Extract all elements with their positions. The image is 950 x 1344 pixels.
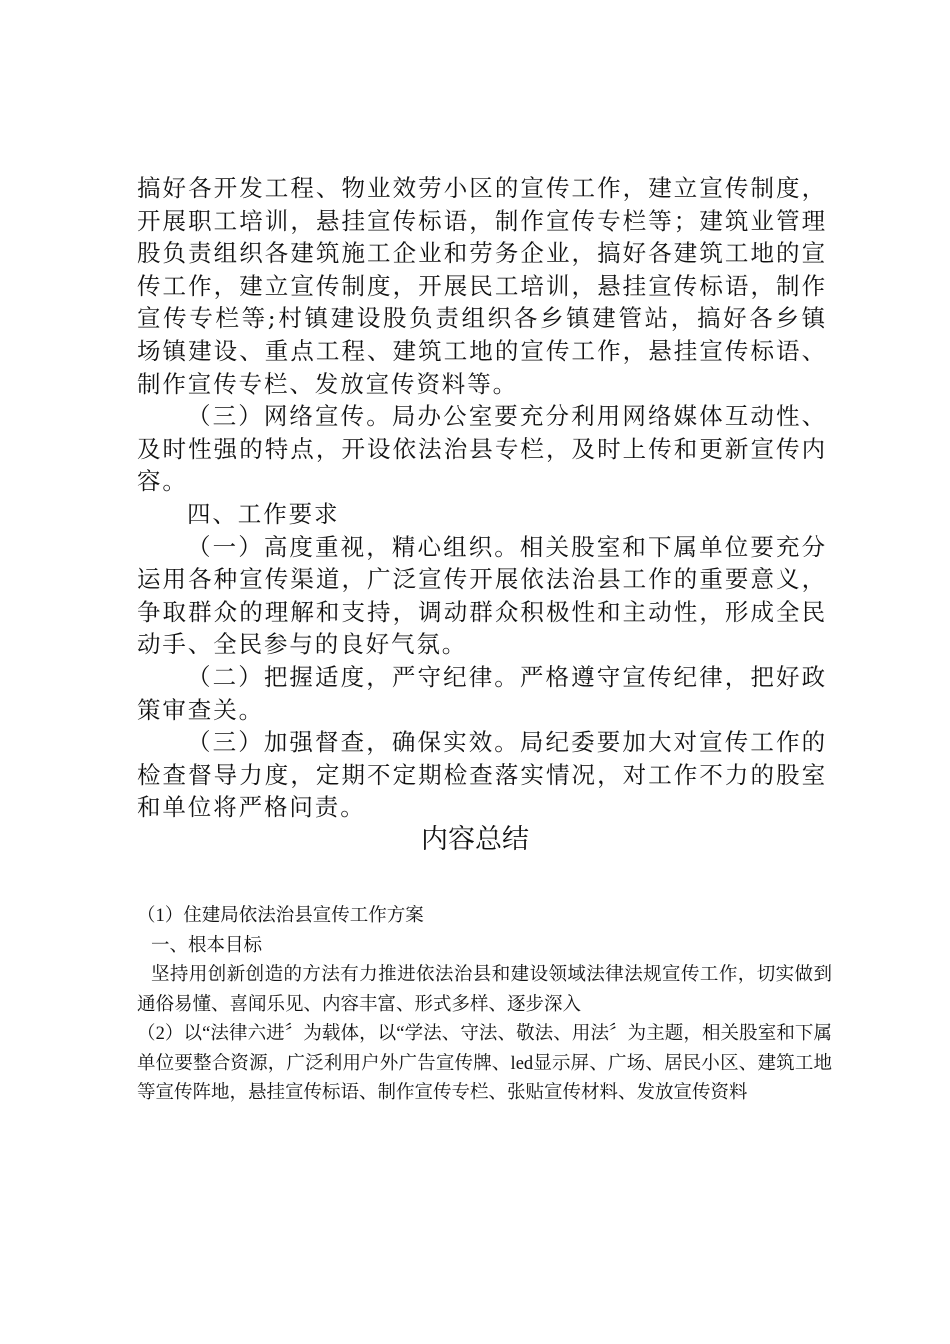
paragraph-propaganda-duties: 搞好各开发工程、物业效劳小区的宣传工作，建立宣传制度，开展职工培训，悬挂宣传标语，制作宣传专栏等；建筑业管理股负责组织各建筑施工企业和劳务企业，搞好各建筑工地的宣传工作，建立宣传制度，开展民工培训，悬挂宣传标语，制作宣传专栏等;村镇建设股负责组织各乡镇建管站，搞好各乡镇场镇建设、重点工程、建筑工地的宣传工作，悬挂宣传标语、制作宣传专栏、发放宣传资料等。: [137, 174, 827, 398]
summary-line-3: 坚持用创新创造的方法有力推进依法治县和建设领域法律法规宣传工作，切实做到通俗易懂、喜闻乐见、内容丰富、形式多样、逐步深入: [137, 965, 832, 1015]
summary-line-1: （1）住建局依法治县宣传工作方案: [137, 906, 424, 926]
paragraph-requirement-3: （三）加强督查，确保实效。局纪委要加大对宣传工作的检查督导力度，定期不定期检查落实情况，对工作不力的股室和单位将严格问责。: [137, 728, 827, 822]
paragraph-network-propaganda: （三）网络宣传。局办公室要充分利用网络媒体互动性、及时性强的特点，开设依法治县专栏，及时上传和更新宣传内容。: [137, 402, 827, 496]
summary-line-4: （2）以“法律六进〞为载体，以“学法、守法、敬法、用法〞为主题，相关股室和下属单位要整合资源，广泛利用户外广告宣传牌、led显示屏、广场、居民小区、建筑工地等宣传阵地，悬挂宣传标语、制作宣传专栏、张贴宣传材料、发放宣传资料: [137, 1024, 832, 1103]
paragraph-requirement-2: （二）把握适度，严守纪律。严格遵守宣传纪律，把好政策审查关。: [137, 662, 827, 724]
summary-title: 内容总结: [421, 824, 529, 855]
section-heading-work-requirements: 四、工作要求: [187, 499, 340, 528]
summary-line-2: 一、根本目标: [151, 935, 263, 956]
body-text: [137, 172, 827, 824]
summary-content: [137, 902, 832, 1109]
paragraph-requirement-1: （一）高度重视，精心组织。相关股室和下属单位要充分运用各种宣传渠道，广泛宣传开展依法治县工作的重要意义，争取群众的理解和支持，调动群众积极性和主动性，形成全民动手、全民参与的良好气氛。: [137, 532, 827, 659]
